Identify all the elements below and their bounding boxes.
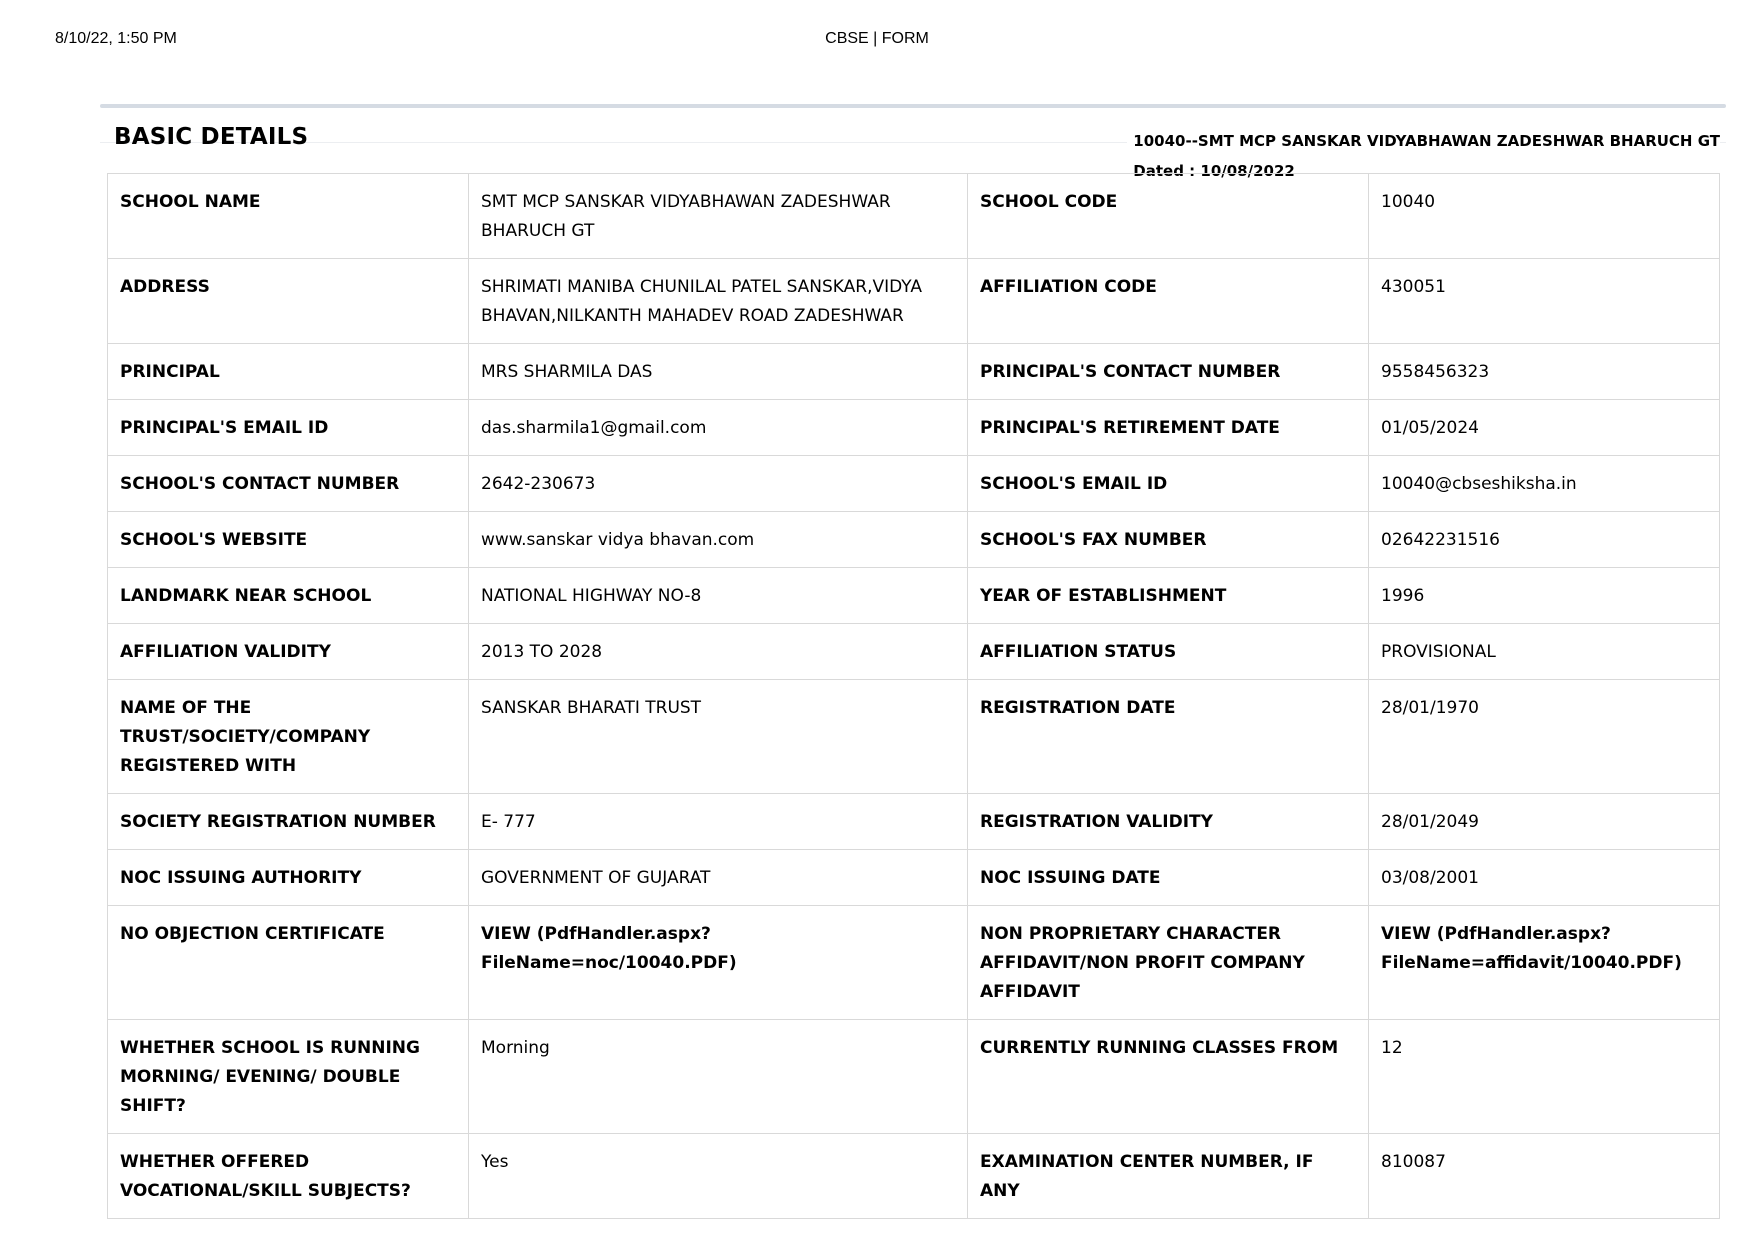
field-label: PRINCIPAL (108, 344, 469, 400)
field-label: SOCIETY REGISTRATION NUMBER (108, 794, 469, 850)
field-label: EXAMINATION CENTER NUMBER, IF ANY (968, 1134, 1369, 1219)
field-label: SCHOOL'S WEBSITE (108, 512, 469, 568)
field-value: SMT MCP SANSKAR VIDYABHAWAN ZADESHWAR BHARUCH GT (469, 174, 968, 259)
table-row (108, 680, 1720, 794)
table-row (108, 174, 1720, 259)
field-value: 2642-230673 (469, 456, 968, 512)
field-value: 28/01/1970 (1369, 680, 1720, 794)
field-value: das.sharmila1@gmail.com (469, 400, 968, 456)
field-value: 01/05/2024 (1369, 400, 1720, 456)
basic-details-table (107, 173, 1720, 1219)
table-row (108, 906, 1720, 1020)
field-value: 1996 (1369, 568, 1720, 624)
field-label: SCHOOL'S CONTACT NUMBER (108, 456, 469, 512)
field-label: REGISTRATION VALIDITY (968, 794, 1369, 850)
field-value: www.sanskar vidya bhavan.com (469, 512, 968, 568)
print-datetime: 8/10/22, 1:50 PM (55, 30, 177, 47)
field-value: 28/01/2049 (1369, 794, 1720, 850)
field-label: NOC ISSUING DATE (968, 850, 1369, 906)
section-heading: BASIC DETAILS (114, 124, 309, 150)
dated-label: Dated : 10/08/2022 (1133, 162, 1295, 180)
table-row (108, 512, 1720, 568)
field-value: MRS SHARMILA DAS (469, 344, 968, 400)
field-label: SCHOOL NAME (108, 174, 469, 259)
field-value: E- 777 (469, 794, 968, 850)
table-row (108, 344, 1720, 400)
panel-header (100, 108, 1726, 178)
school-code-name: 10040--SMT MCP SANSKAR VIDYABHAWAN ZADESHWAR BHARUCH GT (1133, 132, 1720, 150)
table-row (108, 1020, 1720, 1134)
table-row (108, 1134, 1720, 1219)
table-row (108, 850, 1720, 906)
field-value: SHRIMATI MANIBA CHUNILAL PATEL SANSKAR,VIDYA BHAVAN,NILKANTH MAHADEV ROAD ZADESHWAR (469, 259, 968, 344)
field-label: WHETHER OFFERED VOCATIONAL/SKILL SUBJECTS? (108, 1134, 469, 1219)
field-value: 10040@cbseshiksha.in (1369, 456, 1720, 512)
pdf-view-link[interactable]: VIEW (PdfHandler.aspx?FileName=noc/10040.PDF) (469, 906, 968, 1020)
field-label: NO OBJECTION CERTIFICATE (108, 906, 469, 1020)
table-row (108, 259, 1720, 344)
print-title: CBSE | FORM (825, 30, 929, 47)
field-label: SCHOOL CODE (968, 174, 1369, 259)
field-label: NAME OF THE TRUST/SOCIETY/COMPANY REGISTERED WITH (108, 680, 469, 794)
pdf-view-link[interactable]: VIEW (PdfHandler.aspx?FileName=affidavit/10040.PDF) (1369, 906, 1720, 1020)
field-label: SCHOOL'S EMAIL ID (968, 456, 1369, 512)
table-row (108, 624, 1720, 680)
field-value: GOVERNMENT OF GUJARAT (469, 850, 968, 906)
field-label: PRINCIPAL'S EMAIL ID (108, 400, 469, 456)
field-label: NOC ISSUING AUTHORITY (108, 850, 469, 906)
table-row (108, 456, 1720, 512)
field-label: REGISTRATION DATE (968, 680, 1369, 794)
field-value: 430051 (1369, 259, 1720, 344)
field-value: PROVISIONAL (1369, 624, 1720, 680)
field-value: 02642231516 (1369, 512, 1720, 568)
field-value: 12 (1369, 1020, 1720, 1134)
field-label: SCHOOL'S FAX NUMBER (968, 512, 1369, 568)
field-value: 10040 (1369, 174, 1720, 259)
field-value: Morning (469, 1020, 968, 1134)
field-value: 2013 TO 2028 (469, 624, 968, 680)
field-value: Yes (469, 1134, 968, 1219)
field-label: PRINCIPAL'S RETIREMENT DATE (968, 400, 1369, 456)
field-label: ADDRESS (108, 259, 469, 344)
field-label: AFFILIATION STATUS (968, 624, 1369, 680)
field-label: LANDMARK NEAR SCHOOL (108, 568, 469, 624)
field-label: YEAR OF ESTABLISHMENT (968, 568, 1369, 624)
basic-details-panel (100, 104, 1726, 178)
field-label: AFFILIATION CODE (968, 259, 1369, 344)
field-value: 9558456323 (1369, 344, 1720, 400)
table-row (108, 794, 1720, 850)
print-header (0, 30, 1754, 52)
field-value: SANSKAR BHARATI TRUST (469, 680, 968, 794)
field-label: NON PROPRIETARY CHARACTER AFFIDAVIT/NON PROFIT COMPANY AFFIDAVIT (968, 906, 1369, 1020)
field-value: 03/08/2001 (1369, 850, 1720, 906)
field-label: WHETHER SCHOOL IS RUNNING MORNING/ EVENING/ DOUBLE SHIFT? (108, 1020, 469, 1134)
table-row (108, 400, 1720, 456)
field-label: AFFILIATION VALIDITY (108, 624, 469, 680)
table-row (108, 568, 1720, 624)
field-label: CURRENTLY RUNNING CLASSES FROM (968, 1020, 1369, 1134)
field-value: NATIONAL HIGHWAY NO-8 (469, 568, 968, 624)
field-label: PRINCIPAL'S CONTACT NUMBER (968, 344, 1369, 400)
field-value: 810087 (1369, 1134, 1720, 1219)
